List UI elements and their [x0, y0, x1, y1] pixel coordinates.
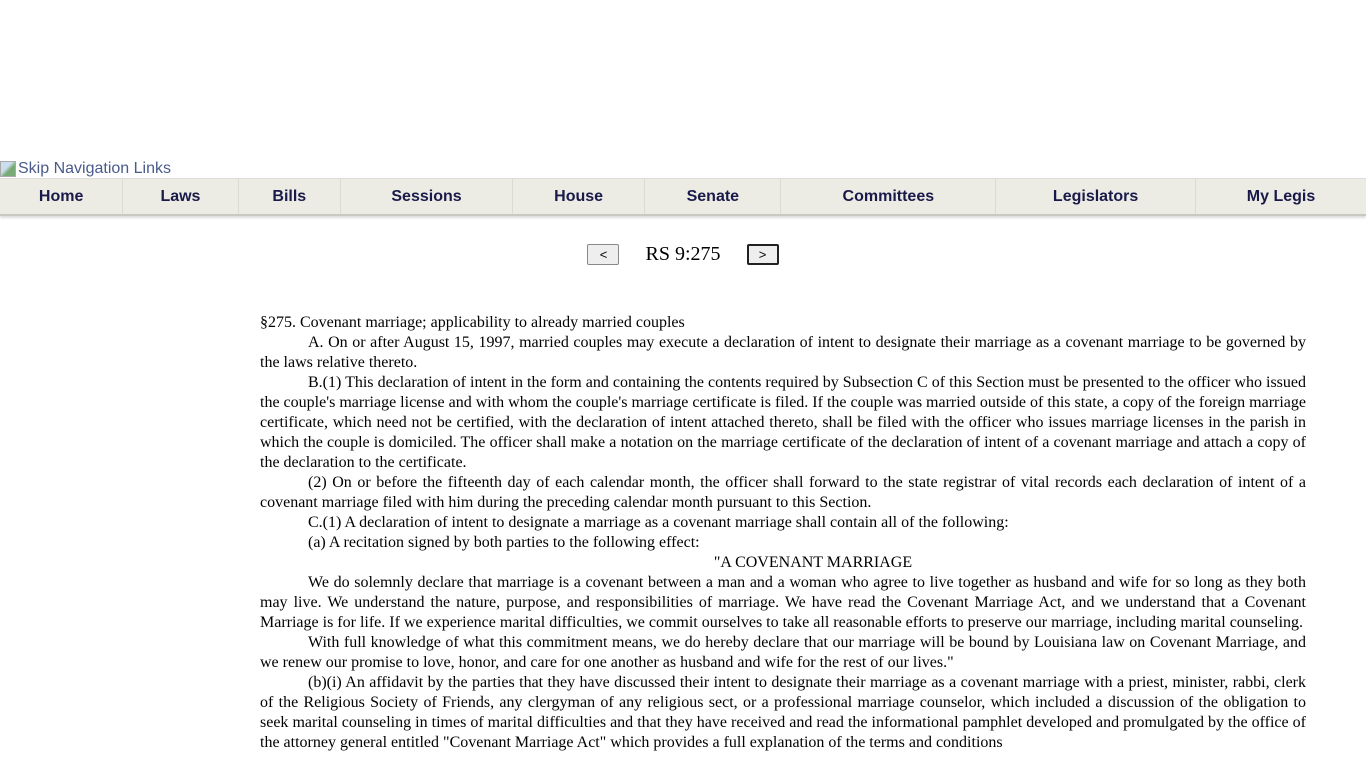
nav-laws[interactable]: Laws: [123, 179, 238, 214]
nav-sessions[interactable]: Sessions: [341, 179, 513, 214]
main-nav: [0, 178, 1366, 216]
next-section-button[interactable]: >: [747, 244, 779, 265]
statute-text: [260, 313, 1306, 753]
paragraph: We do solemnly declare that marriage is a covenant between a man and a woman who agree to live together as husband and wife for so long as they both may live. We understand the nature, purpose, and responsibilities of marriage. We have read the Covenant Marriage Act, and we understand that a Covenant Marriage is for life. If we experience marital difficulties, we commit ourselves to take all reasonable efforts to preserve our marriage, including marital counseling.: [260, 574, 1306, 631]
paragraph: (b)(i) An affidavit by the parties that they have discussed their intent to designate their marriage as a covenant marriage with a priest, minister, rabbi, clerk of the Religious Society of Friends, any clergyman of any religious sect, or a professional marriage counselor, which included a discussion of the obligation to seek marital counseling in times of marital difficulties and that they have received and read the informational pamphlet developed and promulgated by the office of the attorney general entitled "Covenant Marriage Act" which provides a full explanation of the terms and conditions: [260, 674, 1306, 751]
section-heading: §275. Covenant marriage; applicability to already married couples: [260, 314, 685, 331]
nav-legislators[interactable]: Legislators: [996, 179, 1196, 214]
paragraph: B.(1) This declaration of intent in the form and containing the contents required by Subsection C of this Section must be presented to the officer who issued the couple's marriage license and with whom the couple's marriage certificate is filed. If the couple was married outside of this state, a copy of the foreign marriage certificate, which need not be certified, with the declaration of intent attached thereto, shall be filed with the officer who issues marriage licenses in the parish in which the couple is domiciled. The officer shall make a notation on the marriage certificate of the declaration of intent of a covenant marriage and attach a copy of the declaration to the certificate.: [260, 374, 1306, 471]
paragraph: (2) On or before the fifteenth day of each calendar month, the officer shall forward to the state registrar of vital records each declaration of intent of a covenant marriage filed with him during the preceding calendar month pursuant to this Section.: [260, 474, 1306, 511]
nav-bills[interactable]: Bills: [239, 179, 341, 214]
covenant-title: "A COVENANT MARRIAGE: [713, 554, 913, 571]
nav-senate[interactable]: Senate: [645, 179, 781, 214]
statute-title: RS 9:275: [645, 243, 721, 265]
paragraph: A. On or after August 15, 1997, married couples may execute a declaration of intent to designate their marriage as a covenant marriage to be governed by the laws relative thereto.: [260, 334, 1306, 371]
prev-section-button[interactable]: <: [587, 244, 619, 265]
paragraph: (a) A recitation signed by both parties to the following effect:: [308, 534, 700, 551]
skip-navigation-link[interactable]: Skip Navigation Links: [0, 160, 171, 178]
broken-image-icon: [0, 161, 16, 177]
paragraph: C.(1) A declaration of intent to designate a marriage as a covenant marriage shall contain all of the following:: [308, 514, 1009, 531]
statute-pager: [0, 243, 1366, 266]
paragraph: With full knowledge of what this commitment means, we do hereby declare that our marriage will be bound by Louisiana law on Covenant Marriage, and we renew our promise to love, honor, and care for one another as husband and wife for the rest of our lives.": [260, 634, 1306, 671]
nav-house[interactable]: House: [513, 179, 645, 214]
nav-home[interactable]: Home: [0, 179, 123, 214]
nav-my-legis[interactable]: My Legis: [1246, 187, 1316, 205]
nav-committees[interactable]: Committees: [781, 179, 996, 214]
